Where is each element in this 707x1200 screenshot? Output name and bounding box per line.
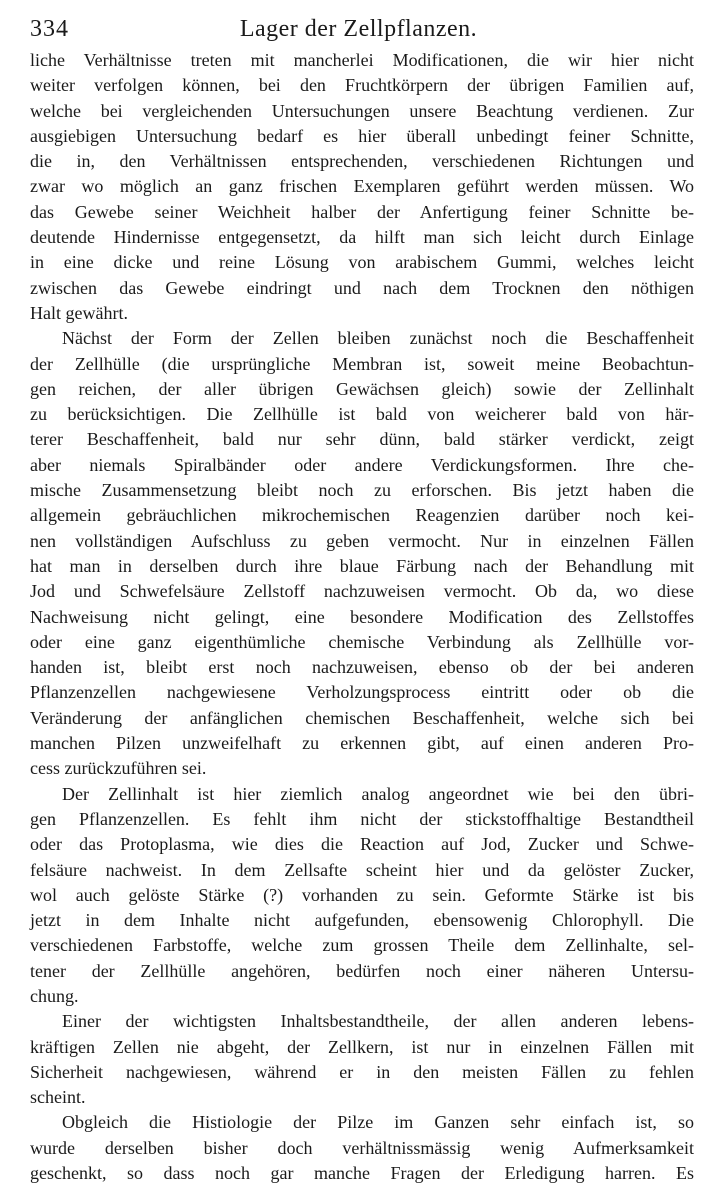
text-line: scheint. (30, 1087, 86, 1108)
text-line: deutende Hindernisse entgegensetzt, da hilft man sich leicht durch Einlage (30, 227, 694, 248)
text-line: Einer der wichtigsten Inhaltsbestandtheile, der allen anderen lebens- (62, 1011, 694, 1032)
paragraph (30, 326, 694, 781)
text-line: terer Beschaffenheit, bald nur sehr dünn, bald stärker verdickt, zeigt (30, 429, 694, 450)
text-line: felsäure nachweist. In dem Zellsafte scheint hier und da gelöster Zucker, (30, 859, 694, 880)
text-line: Pflanzenzellen nachgewiesene Verholzungsprocess eintritt oder ob die (30, 682, 694, 703)
text-line: Jod und Schwefelsäure Zellstoff nachzuweisen vermocht. Ob da, wo diese (30, 581, 694, 602)
running-title: Lager der Zellpflanzen. (239, 16, 478, 42)
text-line: gen reichen, der aller übrigen Gewächsen gleich) sowie der Zellinhalt (30, 378, 694, 399)
text-line: der Zellhülle (die ursprüngliche Membran ist, soweit meine Beobachtun- (30, 353, 694, 374)
text-line: allgemein gebräuchlichen mikrochemischen Reagenzien darüber noch kei- (30, 505, 694, 526)
text-line: Veränderung der anfänglichen chemischen Beschaffenheit, welche sich bei (30, 707, 694, 728)
text-line: oder das Protoplasma, wie dies die Reaction auf Jod, Zucker und Schwe- (30, 834, 694, 855)
text-line: Der Zellinhalt ist hier ziemlich analog angeordnet wie bei den übri- (62, 783, 694, 804)
text-line: tener der Zellhülle angehören, bedürfen noch einer näheren Untersu- (30, 960, 694, 981)
text-line: das Gewebe seiner Weichheit halber der Anfertigung feiner Schnitte be- (30, 201, 694, 222)
text-line: wol auch gelöste Stärke (?) vorhanden zu sein. Geformte Stärke ist bis (30, 884, 694, 905)
text-line: Halt gewährt. (30, 302, 128, 323)
text-line: nen vollständigen Aufschluss zu geben vermocht. Nur in einzelnen Fällen (30, 530, 694, 551)
text-line: geschenkt, so dass noch gar manche Fragen der Erledigung harren. Es (30, 1163, 694, 1184)
paragraph (30, 1110, 694, 1186)
text-line: mische Zusammensetzung bleibt noch zu erforschen. Bis jetzt haben die (30, 480, 694, 501)
text-line: zwischen das Gewebe eindringt und nach dem Trocknen den nöthigen (30, 277, 694, 298)
text-line: weiter verfolgen können, bei den Fruchtkörpern der übrigen Familien auf, (30, 75, 694, 96)
text-line: manchen Pilzen unzweifelhaft zu erkennen gibt, auf einen anderen Pro- (30, 733, 694, 754)
text-line: welche bei vergleichenden Untersuchungen unsere Beachtung verdienen. Zur (30, 100, 694, 121)
text-line: cess zurückzuführen sei. (30, 758, 207, 779)
text-line: Obgleich die Histiologie der Pilze im Ganzen sehr einfach ist, so (62, 1112, 694, 1133)
paragraph (30, 48, 694, 326)
text-line: jetzt in dem Inhalte nicht aufgefunden, ebensowenig Chlorophyll. Die (30, 910, 694, 931)
text-line: kräftigen Zellen nie abgeht, der Zellkern, ist nur in einzelnen Fällen mit (30, 1036, 694, 1057)
text-line: verschiedenen Farbstoffe, welche zum grossen Theile dem Zellinhalte, sel- (30, 935, 694, 956)
text-line: chung. (30, 985, 79, 1006)
text-line: liche Verhältnisse treten mit mancherlei Modificationen, die wir hier nicht (30, 50, 694, 70)
text-line: zu berücksichtigen. Die Zellhülle ist bald von weicherer bald von här- (30, 404, 694, 425)
text-line: die in, den Verhältnissen entsprechenden, verschiedenen Richtungen und (30, 151, 694, 172)
text-line: handen ist, bleibt erst noch nachzuweisen, ebenso ob der bei anderen (30, 657, 694, 678)
page-number: 334 (30, 16, 69, 42)
text-line: gen Pflanzenzellen. Es fehlt ihm nicht der stickstoffhaltige Bestandtheil (30, 808, 694, 829)
text-line: hat man in derselben durch ihre blaue Färbung nach der Behandlung mit (30, 555, 694, 576)
text-line: zwar wo möglich an ganz frischen Exemplaren geführt werden müssen. Wo (30, 176, 694, 197)
body-text (30, 48, 694, 1186)
paragraph (30, 782, 694, 1010)
paragraph (30, 1009, 694, 1110)
text-line: aber niemals Spiralbänder oder andere Verdickungsformen. Ihre che- (30, 454, 694, 475)
text-line: oder eine ganz eigenthümliche chemische Verbindung als Zellhülle vor- (30, 631, 694, 652)
page-header (30, 14, 687, 44)
text-line: wurde derselben bisher doch verhältnissmässig wenig Aufmerksamkeit (30, 1137, 694, 1158)
text-line: Nachweisung nicht gelingt, eine besondere Modification des Zellstoffes (30, 606, 694, 627)
text-line: ausgiebigen Untersuchung bedarf es hier überall unbedingt feiner Schnitte, (30, 125, 694, 146)
text-line: Sicherheit nachgewiesen, während er in den meisten Fällen zu fehlen (30, 1061, 694, 1082)
text-line: in eine dicke und reine Lösung von arabischem Gummi, welches leicht (30, 252, 694, 273)
text-line: Nächst der Form der Zellen bleiben zunächst noch die Beschaffenheit (62, 328, 694, 349)
